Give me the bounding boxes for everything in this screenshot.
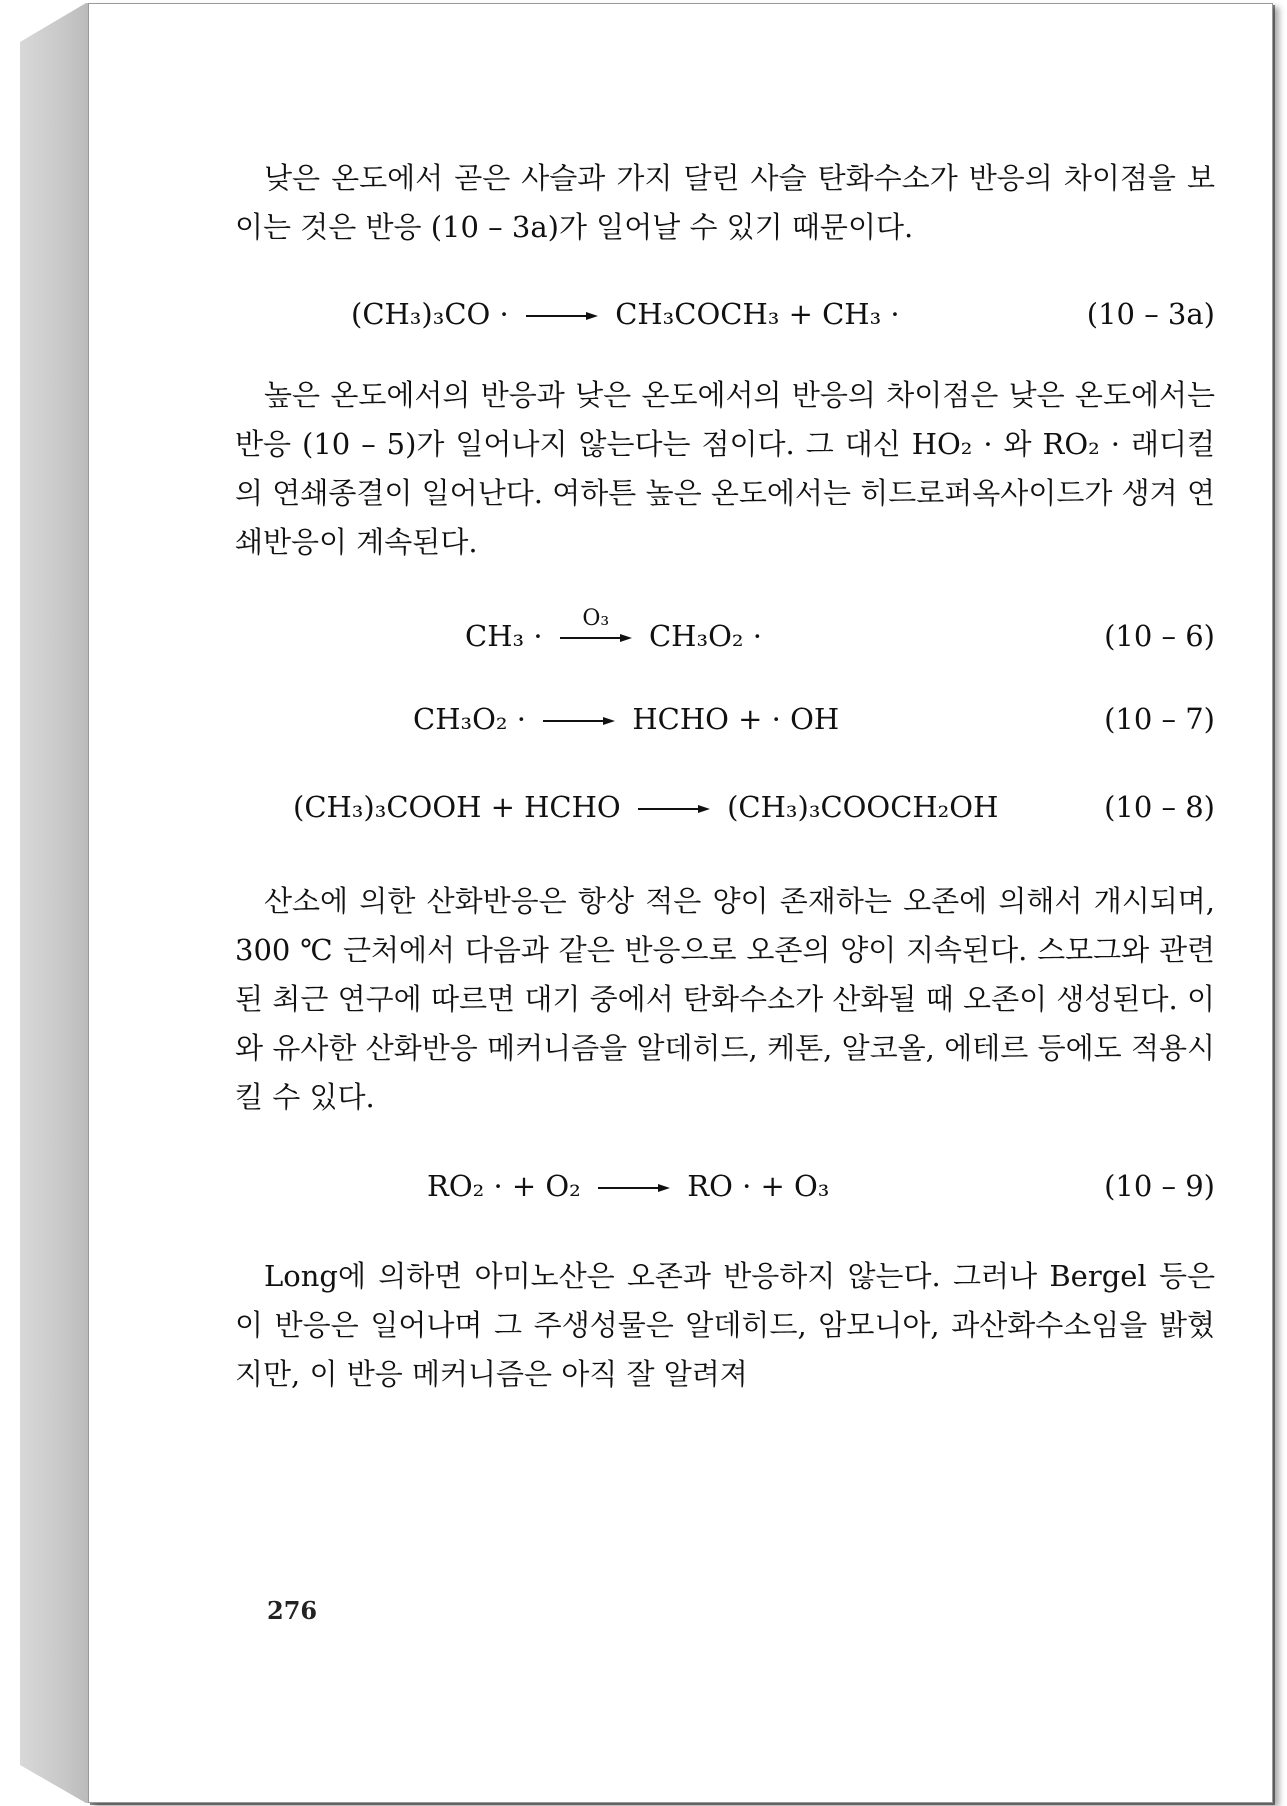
paragraph-4: Long에 의하면 아미노산은 오존과 반응하지 않는다. 그러나 Bergel 등은 이 반응은 일어나며 그 주생성물은 알데히드, 암모니아, 과산화수소임을 밝혔지만, 이 반응 메커니즘은 아직 잘 알려져	[235, 1259, 1215, 1391]
products: CH₃O₂ ·	[648, 619, 762, 653]
equation-10-7	[235, 699, 1215, 739]
equation-formula	[413, 699, 839, 739]
reactant: CH₃ ·	[465, 619, 543, 653]
reactant: CH₃O₂ ·	[413, 702, 526, 736]
page-content	[235, 154, 1215, 1399]
equation-number: (10 – 7)	[1104, 702, 1215, 736]
equation-number: (10 – 9)	[1104, 1169, 1215, 1203]
book-spine	[20, 0, 94, 1806]
products: HCHO + · OH	[632, 702, 840, 736]
paragraph-3: 산소에 의한 산화반응은 항상 적은 양이 존재하는 오존에 의해서 개시되며, 300 ℃ 근처에서 다음과 같은 반응으로 오존의 양이 지속된다. 스모그와 관련된 최근 연구에 따르면 대기 중에서 탄화수소가 산화될 때 오존이 생성된다. 이와 유사한 산화반응 메커니즘을 알데히드, 케톤, 알코올, 에테르 등에도 적용시킬 수 있다.	[235, 884, 1215, 1114]
products: RO · + O₃	[687, 1169, 830, 1203]
equation-number: (10 – 6)	[1104, 619, 1215, 653]
book-page	[88, 3, 1273, 1803]
reaction-arrow-icon	[638, 803, 710, 815]
equation-formula	[427, 1166, 829, 1206]
page-number: 276	[267, 1596, 318, 1625]
equation-10-6	[235, 606, 1215, 656]
equation-formula	[351, 294, 900, 334]
reactant: RO₂ · + O₂	[427, 1169, 581, 1203]
reactant: (CH₃)₃COOH + HCHO	[293, 790, 621, 824]
products: (CH₃)₃COOCH₂OH	[727, 790, 999, 824]
reaction-arrow-icon	[526, 310, 598, 322]
reaction-arrow-icon	[543, 715, 615, 727]
reaction-arrow-icon	[560, 606, 632, 644]
equation-formula	[293, 787, 998, 827]
equation-number: (10 – 3a)	[1086, 297, 1215, 331]
reactant: (CH₃)₃CO ·	[351, 297, 509, 331]
equation-10-3a	[235, 294, 1215, 334]
products: CH₃COCH₃ + CH₃ ·	[615, 297, 900, 331]
equation-formula	[465, 606, 762, 656]
reaction-arrow-icon	[598, 1182, 670, 1194]
paragraph-1: 낮은 온도에서 곧은 사슬과 가지 달린 사슬 탄화수소가 반응의 차이점을 보이는 것은 반응 (10 – 3a)가 일어날 수 있기 때문이다.	[235, 161, 1215, 244]
equation-number: (10 – 8)	[1104, 790, 1215, 824]
equation-10-8	[235, 787, 1215, 827]
paragraph-2: 높은 온도에서의 반응과 낮은 온도에서의 반응의 차이점은 낮은 온도에서는 반응 (10 – 5)가 일어나지 않는다는 점이다. 그 대신 HO₂ · 와 RO₂ · 래디컬의 연쇄종결이 일어난다. 여하튼 높은 온도에서는 히드로퍼옥사이드가 생겨 연쇄반응이 계속된다.	[235, 378, 1215, 559]
arrow-reagent: O₃	[582, 606, 610, 631]
equation-10-9	[235, 1166, 1215, 1206]
